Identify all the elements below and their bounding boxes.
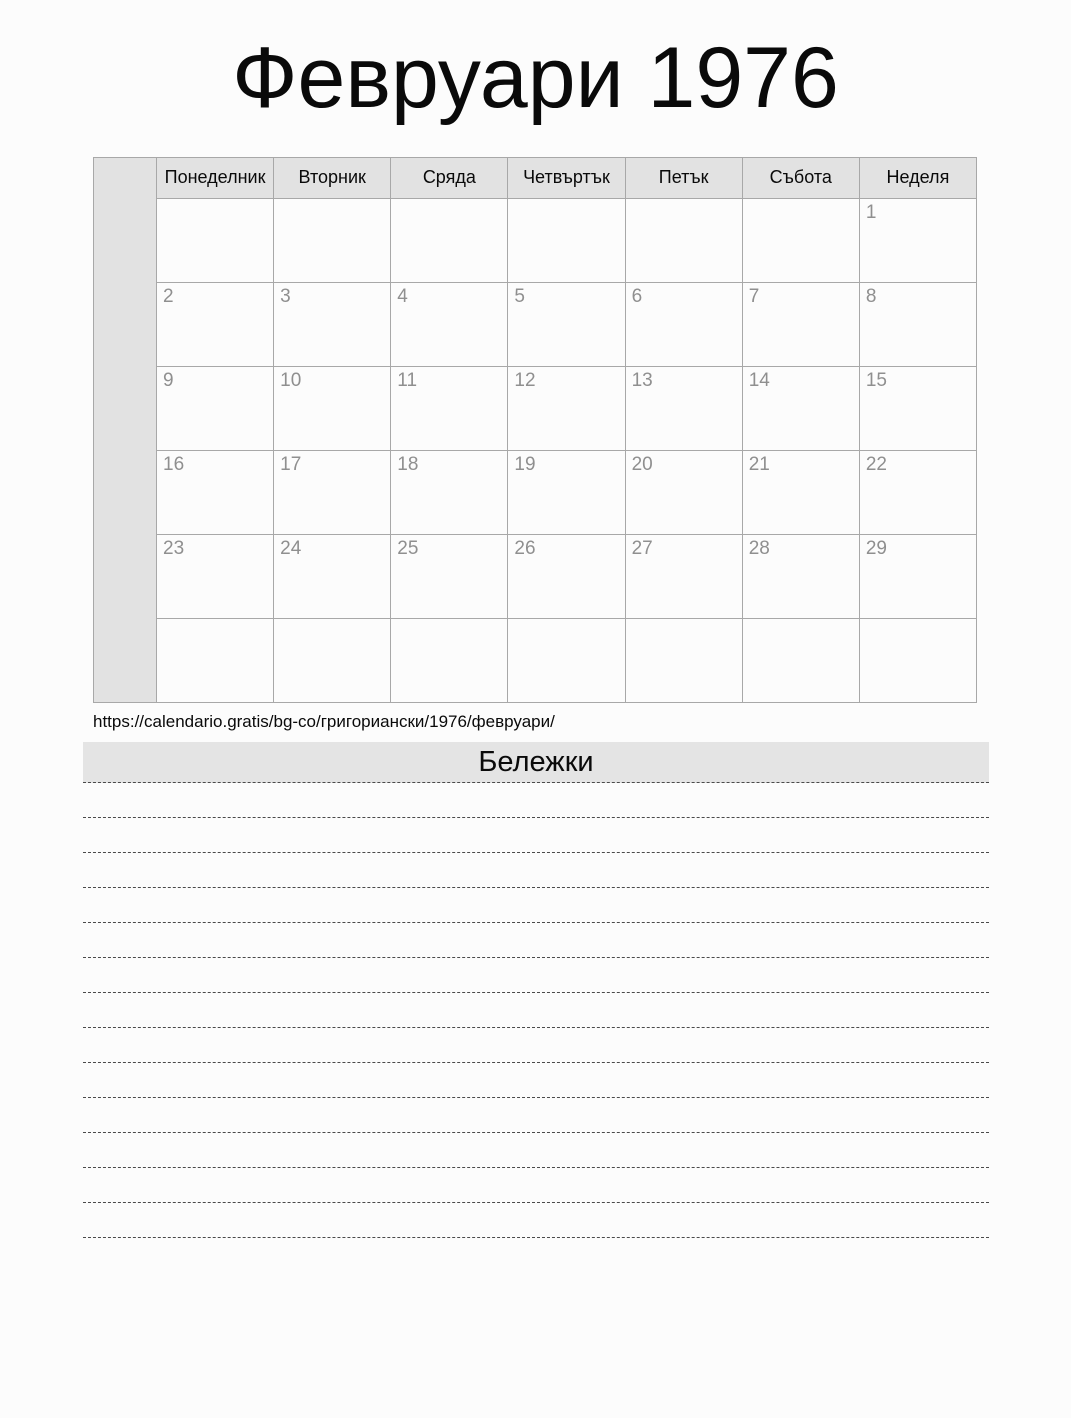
note-line — [83, 888, 989, 923]
day-cell: 15 — [859, 366, 976, 450]
note-line — [83, 993, 989, 1028]
weekday-header-sunday: Неделя — [859, 157, 976, 198]
calendar-table — [93, 157, 977, 703]
day-cell: 28 — [742, 534, 859, 618]
day-cell: 25 — [391, 534, 508, 618]
day-cell: 26 — [508, 534, 625, 618]
day-cell — [742, 618, 859, 702]
day-cell — [157, 618, 274, 702]
day-cell — [274, 198, 391, 282]
note-line — [83, 853, 989, 888]
note-line — [83, 1168, 989, 1203]
day-cell — [157, 198, 274, 282]
week-row — [94, 366, 977, 450]
day-cell: 23 — [157, 534, 274, 618]
weekday-header-tuesday: Вторник — [274, 157, 391, 198]
note-line — [83, 783, 989, 818]
day-cell: 1 — [859, 198, 976, 282]
week-row — [94, 534, 977, 618]
day-cell — [742, 198, 859, 282]
day-cell — [625, 618, 742, 702]
day-cell — [508, 618, 625, 702]
day-cell: 27 — [625, 534, 742, 618]
calendar-gutter — [94, 157, 157, 702]
day-cell: 21 — [742, 450, 859, 534]
day-cell: 18 — [391, 450, 508, 534]
week-row — [94, 198, 977, 282]
day-cell: 24 — [274, 534, 391, 618]
source-url: https://calendario.gratis/bg-co/григориански/1976/февруари/ — [93, 711, 555, 731]
day-cell: 3 — [274, 282, 391, 366]
week-row — [94, 282, 977, 366]
weekday-header-friday: Петък — [625, 157, 742, 198]
notes-section — [83, 742, 989, 1238]
day-cell: 8 — [859, 282, 976, 366]
weekday-header-row — [94, 157, 977, 198]
note-line — [83, 1063, 989, 1098]
day-cell — [625, 198, 742, 282]
day-cell — [274, 618, 391, 702]
day-cell: 11 — [391, 366, 508, 450]
day-cell: 4 — [391, 282, 508, 366]
day-cell: 6 — [625, 282, 742, 366]
notes-title: Бележки — [83, 742, 989, 783]
day-cell: 12 — [508, 366, 625, 450]
note-line — [83, 818, 989, 853]
day-cell: 7 — [742, 282, 859, 366]
weekday-header-monday: Понеделник — [157, 157, 274, 198]
weekday-header-saturday: Събота — [742, 157, 859, 198]
notes-lines — [83, 783, 989, 1238]
day-cell: 13 — [625, 366, 742, 450]
weekday-header-thursday: Четвъртък — [508, 157, 625, 198]
weekday-header-wednesday: Сряда — [391, 157, 508, 198]
week-row — [94, 618, 977, 702]
note-line — [83, 1028, 989, 1063]
note-line — [83, 1133, 989, 1168]
day-cell: 29 — [859, 534, 976, 618]
day-cell — [391, 618, 508, 702]
day-cell: 17 — [274, 450, 391, 534]
day-cell — [508, 198, 625, 282]
day-cell: 19 — [508, 450, 625, 534]
note-line — [83, 1203, 989, 1238]
note-line — [83, 958, 989, 993]
day-cell: 9 — [157, 366, 274, 450]
day-cell: 5 — [508, 282, 625, 366]
note-line — [83, 923, 989, 958]
day-cell: 2 — [157, 282, 274, 366]
day-cell: 10 — [274, 366, 391, 450]
day-cell — [391, 198, 508, 282]
day-cell: 20 — [625, 450, 742, 534]
note-line — [83, 1098, 989, 1133]
day-cell: 14 — [742, 366, 859, 450]
page-title: Февруари 1976 — [232, 30, 839, 126]
week-row — [94, 450, 977, 534]
day-cell: 16 — [157, 450, 274, 534]
day-cell: 22 — [859, 450, 976, 534]
day-cell — [859, 618, 976, 702]
